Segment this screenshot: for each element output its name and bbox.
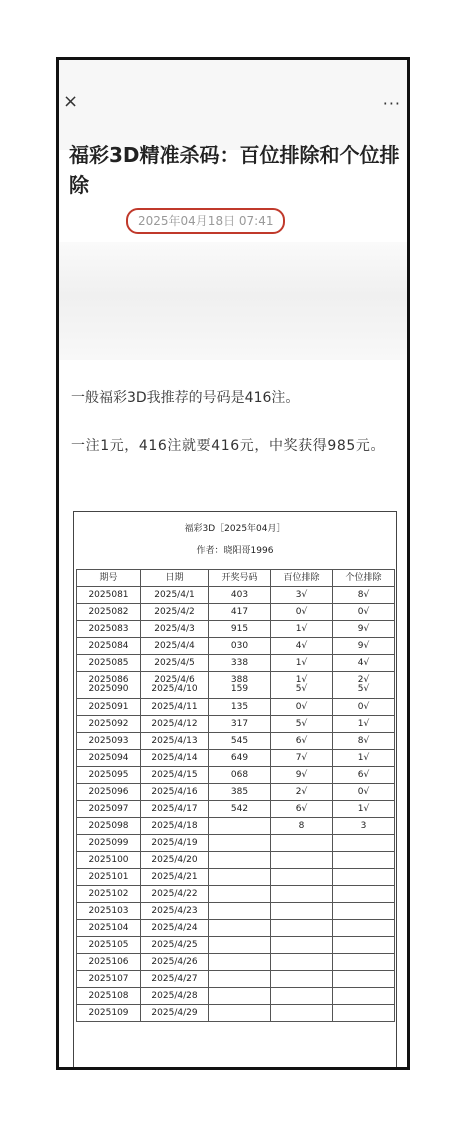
table-cell: 2025086 2025090 bbox=[77, 672, 141, 699]
column-header: 个位排除 bbox=[333, 570, 395, 587]
table-cell: 2025094 bbox=[77, 750, 141, 767]
table-cell: 545 bbox=[209, 733, 271, 750]
table-cell: 2025/4/1 bbox=[141, 587, 209, 604]
table-row bbox=[77, 655, 395, 672]
table-row bbox=[77, 672, 395, 699]
table-cell bbox=[333, 1005, 395, 1022]
table-cell bbox=[271, 954, 333, 971]
table-row bbox=[77, 988, 395, 1005]
table-cell bbox=[333, 954, 395, 971]
table-cell: 2025/4/29 bbox=[141, 1005, 209, 1022]
table-cell: 7√ bbox=[271, 750, 333, 767]
table-cell: 417 bbox=[209, 604, 271, 621]
table-body bbox=[77, 587, 395, 1022]
table-cell: 915 bbox=[209, 621, 271, 638]
table-cell bbox=[209, 869, 271, 886]
table-cell: 2025/4/14 bbox=[141, 750, 209, 767]
table-row bbox=[77, 801, 395, 818]
table-cell: 2025081 bbox=[77, 587, 141, 604]
table-cell bbox=[271, 937, 333, 954]
table-cell bbox=[271, 903, 333, 920]
table-cell: 649 bbox=[209, 750, 271, 767]
table-cell: 4√ bbox=[271, 638, 333, 655]
table-cell bbox=[333, 920, 395, 937]
table-cell: 2025105 bbox=[77, 937, 141, 954]
table-cell: 030 bbox=[209, 638, 271, 655]
table-cell: 317 bbox=[209, 716, 271, 733]
table-cell bbox=[333, 852, 395, 869]
table-cell: 2025/4/26 bbox=[141, 954, 209, 971]
table-cell: 2025106 bbox=[77, 954, 141, 971]
table-cell: 2025082 bbox=[77, 604, 141, 621]
table-cell: 8√ bbox=[333, 733, 395, 750]
table-cell: 2025/4/27 bbox=[141, 971, 209, 988]
table-cell bbox=[333, 886, 395, 903]
table-cell: 2025/4/21 bbox=[141, 869, 209, 886]
table-cell: 403 bbox=[209, 587, 271, 604]
top-bar bbox=[59, 60, 407, 150]
table-header-row bbox=[77, 570, 395, 587]
table-cell: 6√ bbox=[271, 733, 333, 750]
table-cell: 338 bbox=[209, 655, 271, 672]
table-row bbox=[77, 954, 395, 971]
column-header: 日期 bbox=[141, 570, 209, 587]
table-cell bbox=[209, 971, 271, 988]
article-paragraph: 一注1元，416注就要416元，中奖获得985元。 bbox=[71, 438, 386, 454]
table-cell: 2025102 bbox=[77, 886, 141, 903]
table-row bbox=[77, 835, 395, 852]
table-cell: 2025091 bbox=[77, 699, 141, 716]
phone-frame bbox=[56, 57, 410, 1070]
table-cell: 385 bbox=[209, 784, 271, 801]
table-cell: 3 bbox=[333, 818, 395, 835]
table-row bbox=[77, 638, 395, 655]
table-cell: 2025/4/4 bbox=[141, 638, 209, 655]
table-cell bbox=[209, 852, 271, 869]
table-cell: 2025104 bbox=[77, 920, 141, 937]
table-cell: 2025/4/17 bbox=[141, 801, 209, 818]
table-cell: 2025100 bbox=[77, 852, 141, 869]
table-row bbox=[77, 886, 395, 903]
table-row bbox=[77, 716, 395, 733]
column-header: 百位排除 bbox=[271, 570, 333, 587]
table-cell: 2025/4/22 bbox=[141, 886, 209, 903]
table-cell: 2025092 bbox=[77, 716, 141, 733]
table-cell: 1√ bbox=[271, 621, 333, 638]
table-row bbox=[77, 818, 395, 835]
more-options-icon[interactable]: ··· bbox=[382, 94, 401, 113]
table-cell: 2025108 bbox=[77, 988, 141, 1005]
table-cell: 2025/4/15 bbox=[141, 767, 209, 784]
table-cell: 2025/4/13 bbox=[141, 733, 209, 750]
table-cell: 2025/4/16 bbox=[141, 784, 209, 801]
table-cell: 2025/4/20 bbox=[141, 852, 209, 869]
table-cell: 2025/4/28 bbox=[141, 988, 209, 1005]
table-cell: 1√ bbox=[333, 716, 395, 733]
table-cell: 9√ bbox=[271, 767, 333, 784]
table-cell: 2025/4/3 bbox=[141, 621, 209, 638]
table-cell: 2025098 bbox=[77, 818, 141, 835]
table-title: 福彩3D［2025年04月］ bbox=[184, 524, 286, 534]
table-cell bbox=[209, 920, 271, 937]
table-cell: 068 bbox=[209, 767, 271, 784]
column-header: 开奖号码 bbox=[209, 570, 271, 587]
table-cell bbox=[271, 835, 333, 852]
table-cell bbox=[271, 852, 333, 869]
table-cell bbox=[209, 835, 271, 852]
blurred-image bbox=[59, 242, 407, 360]
table-cell: 2025101 bbox=[77, 869, 141, 886]
table-cell: 542 bbox=[209, 801, 271, 818]
table-cell: 2025099 bbox=[77, 835, 141, 852]
table-row bbox=[77, 852, 395, 869]
table-row bbox=[77, 971, 395, 988]
table-row bbox=[77, 587, 395, 604]
publish-date: 2025年04月18日 07:41 bbox=[126, 208, 285, 234]
table-cell: 0√ bbox=[271, 604, 333, 621]
table-cell: 2025/4/6 2025/4/10 bbox=[141, 672, 209, 699]
table-row bbox=[77, 604, 395, 621]
article-title: 福彩3D精准杀码：百位排除和个位排除 bbox=[69, 143, 400, 197]
table-row bbox=[77, 733, 395, 750]
lottery-table bbox=[76, 569, 395, 1022]
table-cell: 2025083 bbox=[77, 621, 141, 638]
table-cell bbox=[209, 954, 271, 971]
table-cell bbox=[333, 971, 395, 988]
table-cell: 9√ bbox=[333, 621, 395, 638]
article-paragraph: 一般福彩3D我推荐的号码是416注。 bbox=[71, 390, 300, 406]
table-cell: 8 bbox=[271, 818, 333, 835]
table-cell: 1√ 5√ bbox=[271, 672, 333, 699]
table-cell: 5√ bbox=[271, 716, 333, 733]
table-cell: 2025084 bbox=[77, 638, 141, 655]
table-cell: 2025/4/19 bbox=[141, 835, 209, 852]
table-cell: 4√ bbox=[333, 655, 395, 672]
column-header: 期号 bbox=[77, 570, 141, 587]
table-cell bbox=[271, 920, 333, 937]
table-row bbox=[77, 767, 395, 784]
table-cell bbox=[333, 903, 395, 920]
table-row bbox=[77, 784, 395, 801]
table-cell: 2025/4/5 bbox=[141, 655, 209, 672]
table-cell: 2025/4/24 bbox=[141, 920, 209, 937]
table-cell: 2025/4/11 bbox=[141, 699, 209, 716]
table-row bbox=[77, 750, 395, 767]
table-cell bbox=[271, 971, 333, 988]
table-cell: 135 bbox=[209, 699, 271, 716]
table-cell: 2025095 bbox=[77, 767, 141, 784]
table-cell: 8√ bbox=[333, 587, 395, 604]
table-cell bbox=[271, 1005, 333, 1022]
table-cell: 2025097 bbox=[77, 801, 141, 818]
table-cell: 2025/4/25 bbox=[141, 937, 209, 954]
table-cell: 9√ bbox=[333, 638, 395, 655]
table-cell: 2025109 bbox=[77, 1005, 141, 1022]
table-cell: 2√ 5√ bbox=[333, 672, 395, 699]
close-icon[interactable]: × bbox=[63, 91, 79, 112]
table-row bbox=[77, 903, 395, 920]
table-cell bbox=[209, 1005, 271, 1022]
table-cell: 2025/4/12 bbox=[141, 716, 209, 733]
table-cell: 2025085 bbox=[77, 655, 141, 672]
table-row bbox=[77, 1005, 395, 1022]
table-row bbox=[77, 621, 395, 638]
table-cell bbox=[333, 937, 395, 954]
table-cell: 2025/4/18 bbox=[141, 818, 209, 835]
table-cell: 1√ bbox=[333, 801, 395, 818]
table-cell bbox=[271, 869, 333, 886]
table-cell bbox=[209, 818, 271, 835]
table-cell: 388 159 bbox=[209, 672, 271, 699]
table-cell bbox=[209, 988, 271, 1005]
table-cell bbox=[333, 835, 395, 852]
table-cell bbox=[271, 886, 333, 903]
table-cell: 2025103 bbox=[77, 903, 141, 920]
table-cell: 1√ bbox=[271, 655, 333, 672]
table-cell bbox=[209, 903, 271, 920]
table-cell: 1√ bbox=[333, 750, 395, 767]
table-cell: 6√ bbox=[271, 801, 333, 818]
table-cell: 0√ bbox=[271, 699, 333, 716]
lottery-table-image bbox=[73, 511, 397, 1070]
table-row bbox=[77, 920, 395, 937]
table-cell: 2025093 bbox=[77, 733, 141, 750]
table-cell bbox=[333, 869, 395, 886]
table-cell bbox=[209, 937, 271, 954]
table-row bbox=[77, 937, 395, 954]
table-row bbox=[77, 869, 395, 886]
table-row bbox=[77, 699, 395, 716]
table-cell: 0√ bbox=[333, 784, 395, 801]
table-cell: 0√ bbox=[333, 604, 395, 621]
table-cell: 2025/4/2 bbox=[141, 604, 209, 621]
table-cell bbox=[333, 988, 395, 1005]
table-cell: 6√ bbox=[333, 767, 395, 784]
table-cell bbox=[271, 988, 333, 1005]
table-cell: 0√ bbox=[333, 699, 395, 716]
table-cell: 2025107 bbox=[77, 971, 141, 988]
table-cell bbox=[209, 886, 271, 903]
table-cell: 2025/4/23 bbox=[141, 903, 209, 920]
table-cell: 2√ bbox=[271, 784, 333, 801]
table-cell: 3√ bbox=[271, 587, 333, 604]
table-author: 作者：晓阳哥1996 bbox=[196, 546, 274, 556]
table-cell: 2025096 bbox=[77, 784, 141, 801]
